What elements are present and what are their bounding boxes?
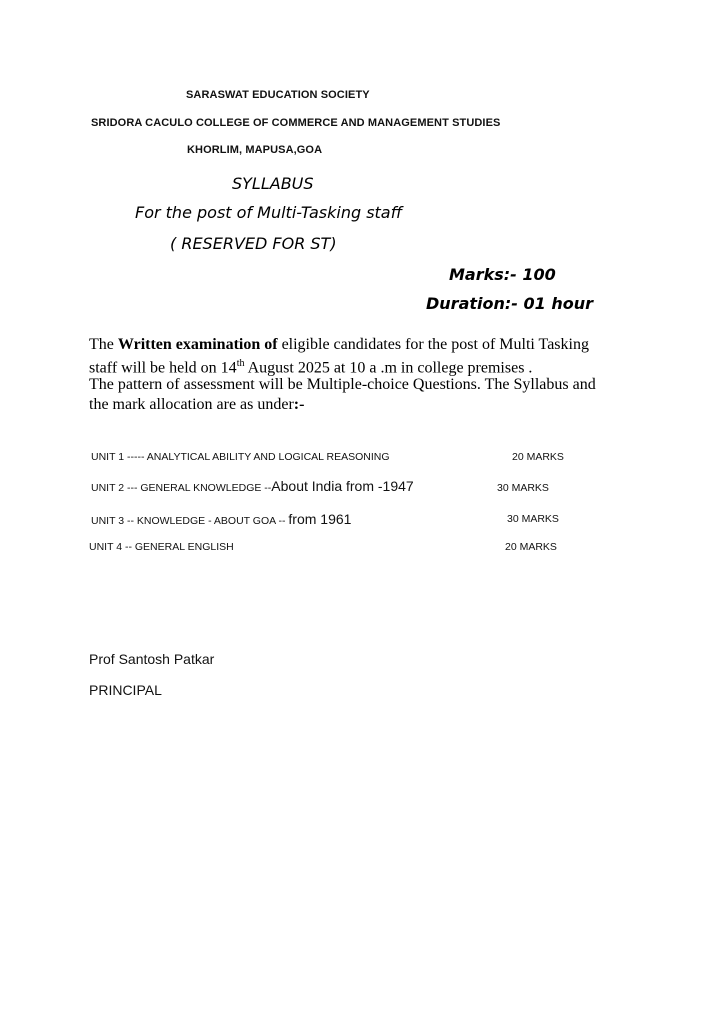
college-name: SRIDORA CACULO COLLEGE OF COMMERCE AND MANAGEMENT STUDIES — [91, 117, 501, 129]
paragraph-text: eligible candidates for the post of Multi Tasking — [277, 336, 589, 353]
marks-total: Marks:- 100 — [449, 265, 556, 284]
unit-1-label — [91, 451, 390, 463]
unit-4-marks: 20 MARKS — [505, 541, 557, 553]
paragraph-exam-line2 — [89, 354, 532, 377]
paragraph-text: The — [89, 336, 118, 353]
exam-duration: Duration:- 01 hour — [426, 294, 593, 313]
unit-extra-text: About India from -1947 — [271, 478, 414, 494]
unit-text: UNIT 1 ----- ANALYTICAL ABILITY AND LOGICAL REASONING — [91, 451, 390, 463]
unit-4-label — [89, 541, 234, 553]
unit-3-label — [91, 511, 351, 527]
paragraph-text: staff will be held on 14 — [89, 359, 237, 377]
paragraph-text: August 2025 at 10 a .m in college premises . — [244, 359, 533, 377]
syllabus-title: SYLLABUS — [232, 174, 314, 193]
paragraph-bold-text: Written examination of — [117, 336, 278, 353]
principal-name: Prof Santosh Patkar — [89, 651, 215, 667]
unit-text: UNIT 2 --- GENERAL KNOWLEDGE -- — [91, 482, 272, 494]
reserved-note: ( RESERVED FOR ST) — [170, 234, 337, 253]
principal-designation: PRINCIPAL — [89, 682, 162, 698]
paragraph-bold-text: :- — [293, 396, 305, 413]
post-title: For the post of Multi-Tasking staff — [135, 203, 403, 222]
paragraph-text: the mark allocation are as under — [89, 396, 294, 413]
society-name: SARASWAT EDUCATION SOCIETY — [186, 89, 370, 101]
unit-extra-text: from 1961 — [288, 511, 352, 527]
unit-3-marks: 30 MARKS — [507, 513, 559, 525]
unit-2-marks: 30 MARKS — [497, 482, 549, 494]
unit-text: UNIT 3 -- KNOWLEDGE - ABOUT GOA -- — [91, 515, 289, 527]
college-location: KHORLIM, MAPUSA,GOA — [187, 144, 323, 156]
unit-2-label — [91, 478, 414, 494]
paragraph-exam-line1 — [89, 335, 589, 354]
paragraph-pattern-line2 — [89, 395, 304, 414]
unit-text: UNIT 4 -- GENERAL ENGLISH — [89, 541, 234, 553]
unit-1-marks: 20 MARKS — [512, 451, 564, 463]
paragraph-pattern-line1: The pattern of assessment will be Multiple-choice Questions. The Syllabus and — [89, 376, 596, 393]
date-superscript: th — [236, 358, 245, 369]
